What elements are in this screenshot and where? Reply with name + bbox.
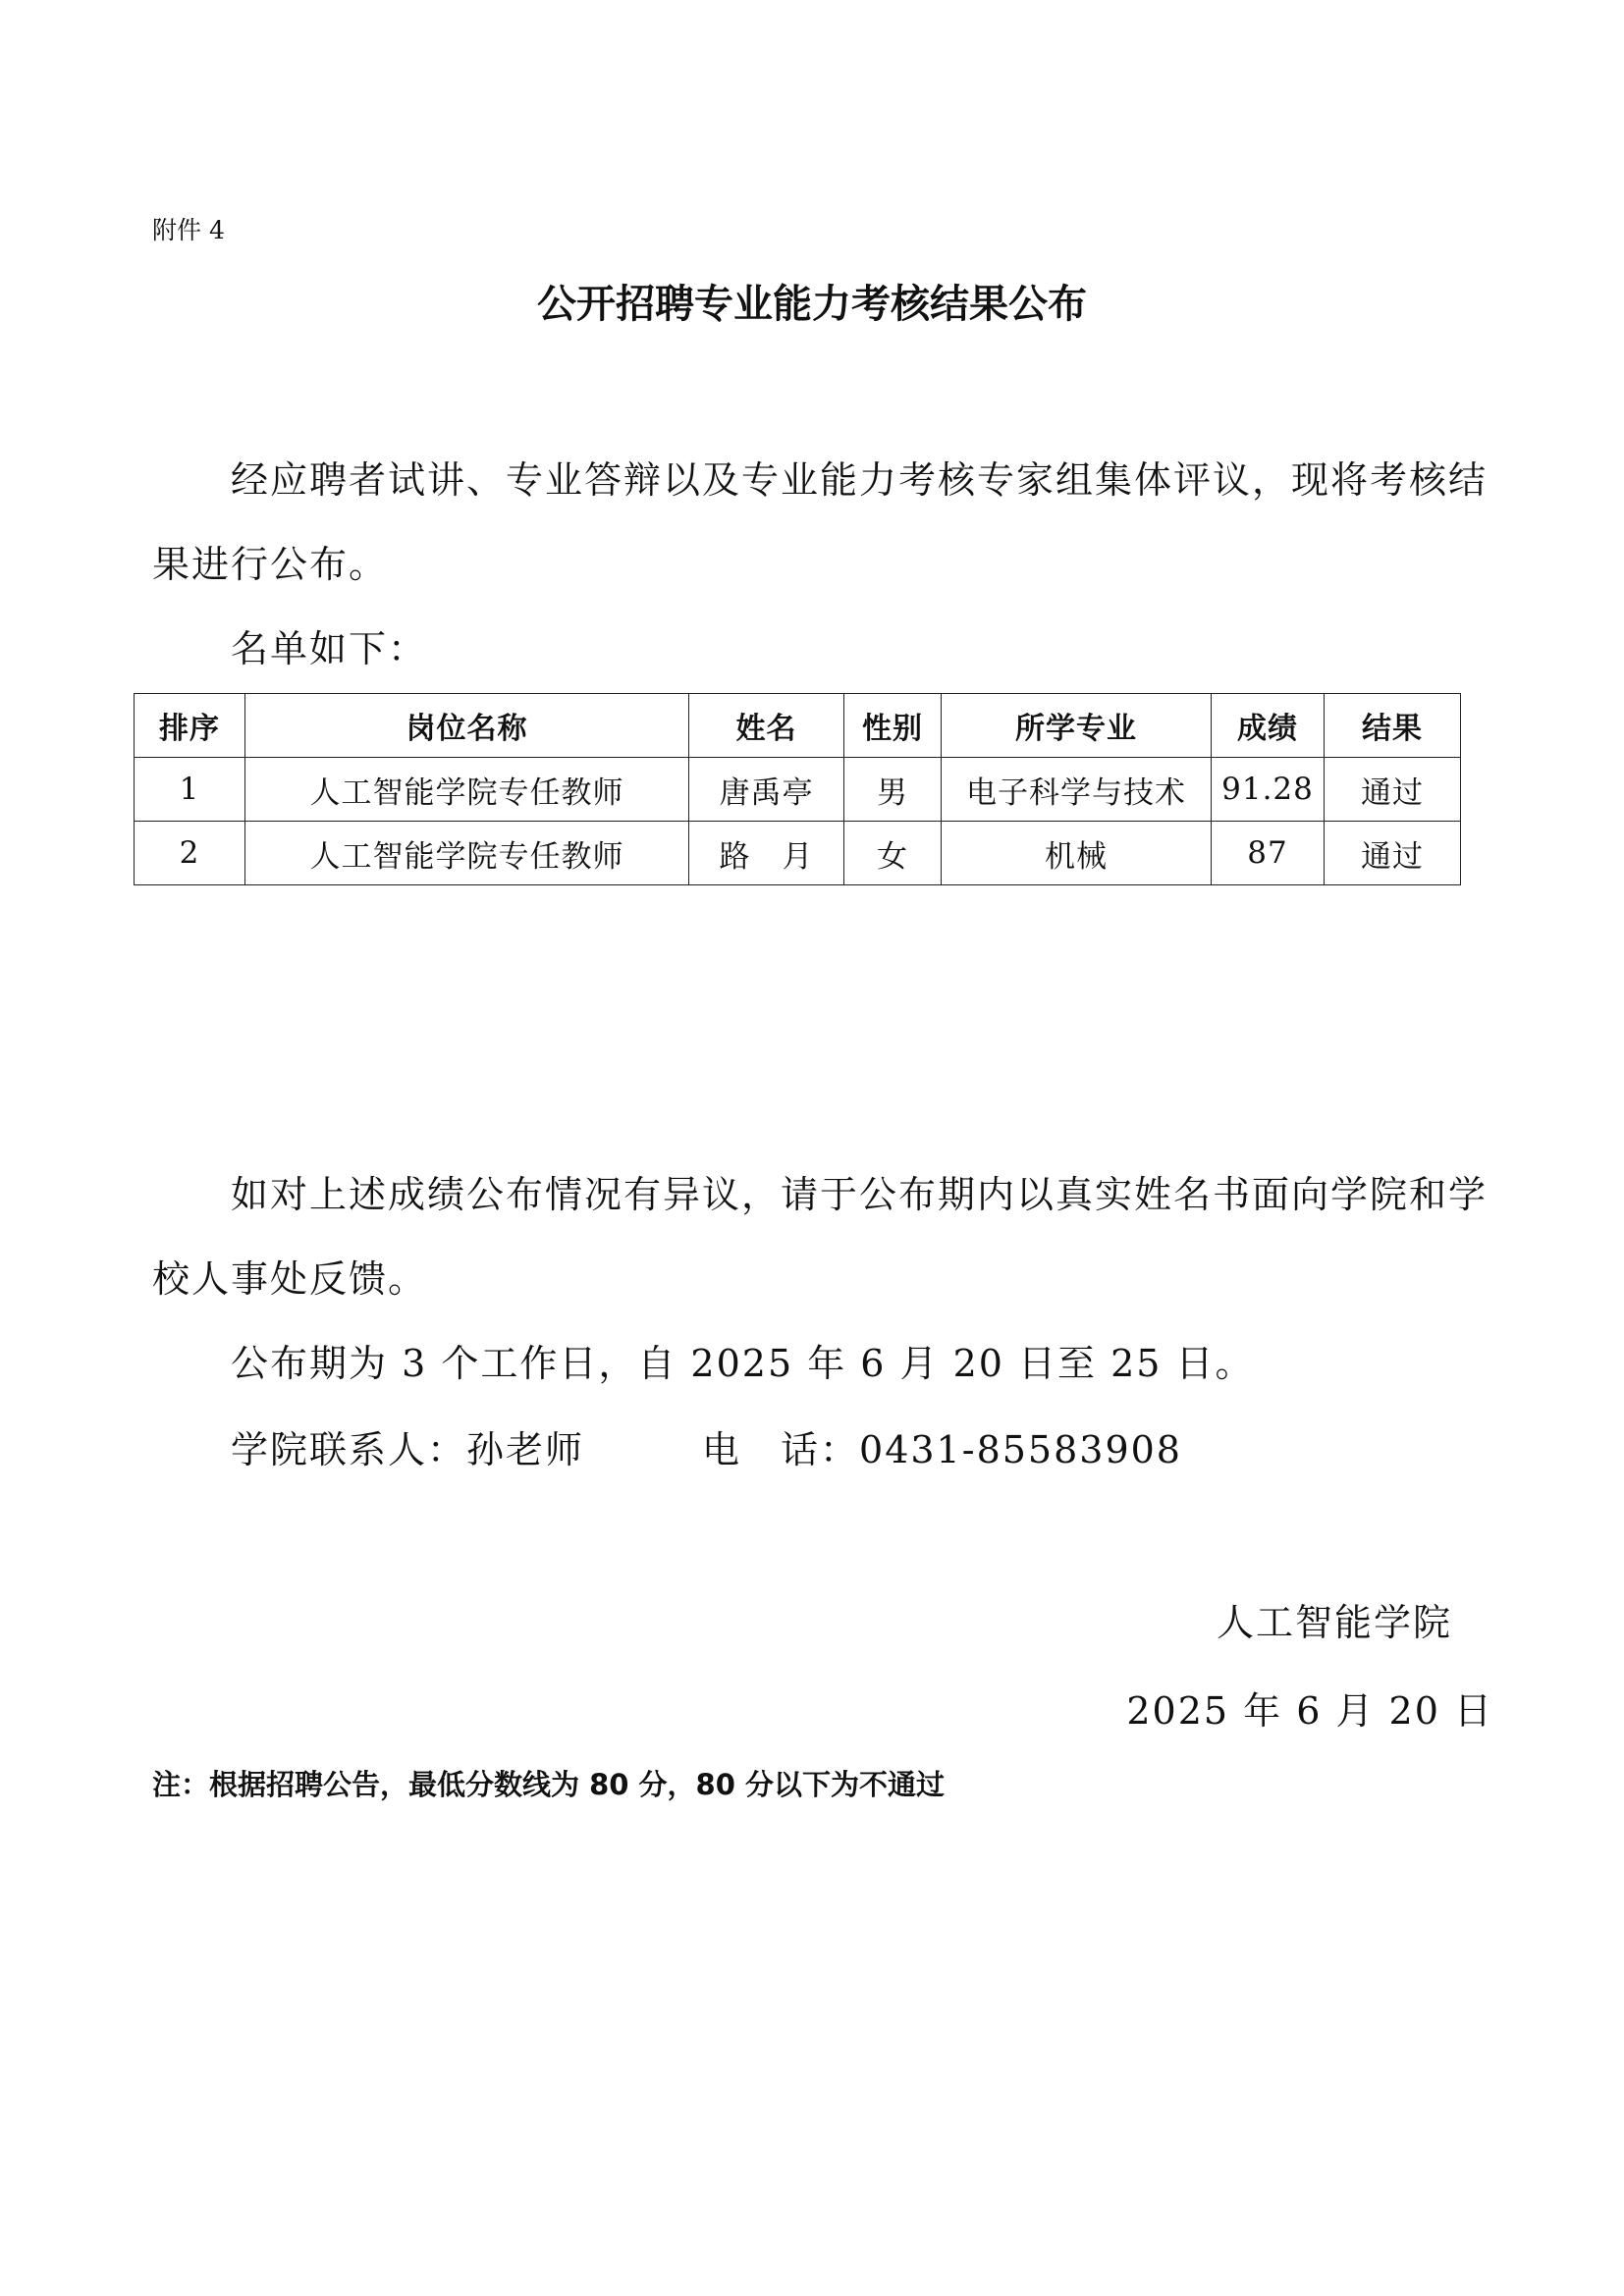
- cell-position: 人工智能学院专任教师: [245, 822, 689, 885]
- header-major: 所学专业: [942, 694, 1212, 758]
- cell-major: 电子科学与技术: [942, 758, 1212, 822]
- contact-person: 学院联系人：孙老师: [231, 1428, 585, 1471]
- signature-date: 2025 年 6 月 20 日: [1126, 1689, 1493, 1733]
- cell-name: 唐禹亭: [689, 758, 844, 822]
- header-rank: 排序: [135, 694, 245, 758]
- table-row: [135, 758, 1461, 822]
- cell-score: 91.28: [1212, 758, 1325, 822]
- intro-text: 经应聘者试讲、专业答辩以及专业能力考核专家组集体评议，现将考核结果进行公布。: [152, 458, 1489, 586]
- page-title: 公开招聘专业能力考核结果公布: [537, 282, 1087, 327]
- header-gender: 性别: [844, 694, 942, 758]
- results-table: [134, 693, 1461, 885]
- header-position: 岗位名称: [245, 694, 689, 758]
- cell-name: 路 月: [689, 822, 844, 885]
- header-score: 成绩: [1212, 694, 1325, 758]
- intro-paragraph: [152, 438, 1488, 607]
- cell-gender: 男: [844, 758, 942, 822]
- table-header-row: [135, 694, 1461, 758]
- cell-score: 87: [1212, 822, 1325, 885]
- header-result: 结果: [1325, 694, 1461, 758]
- cell-rank: 1: [135, 758, 245, 822]
- attachment-label: 附件 4: [152, 216, 225, 244]
- objection-paragraph: [152, 1152, 1488, 1321]
- cell-position: 人工智能学院专任教师: [245, 758, 689, 822]
- list-heading: 名单如下：: [231, 627, 428, 670]
- signature-org: 人工智能学院: [1216, 1601, 1452, 1644]
- table-row: [135, 822, 1461, 885]
- contact-line: [231, 1425, 1182, 1474]
- header-name: 姓名: [689, 694, 844, 758]
- cell-rank: 2: [135, 822, 245, 885]
- contact-phone: 电 话：0431-85583908: [702, 1428, 1182, 1471]
- cell-major: 机械: [942, 822, 1212, 885]
- footnote: 注：根据招聘公告，最低分数线为 80 分，80 分以下为不通过: [152, 1768, 946, 1801]
- cell-result: 通过: [1325, 822, 1461, 885]
- period-text: 公布期为 3 个工作日，自 2025 年 6 月 20 日至 25 日。: [231, 1342, 1255, 1385]
- cell-gender: 女: [844, 822, 942, 885]
- objection-text: 如对上述成绩公布情况有异议，请于公布期内以真实姓名书面向学院和学校人事处反馈。: [152, 1173, 1489, 1301]
- cell-result: 通过: [1325, 758, 1461, 822]
